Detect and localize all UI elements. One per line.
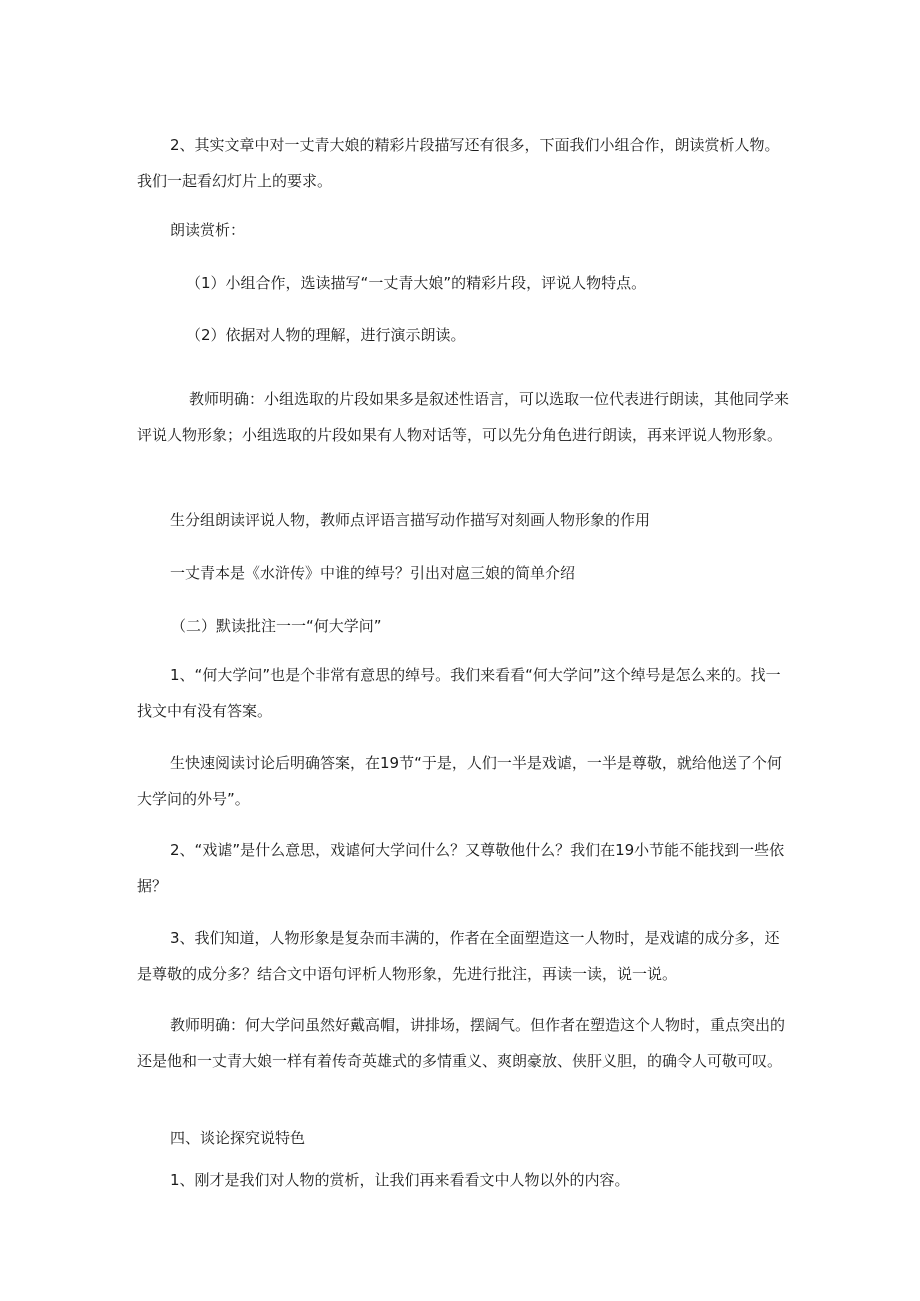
paragraph-answer: 生快速阅读讨论后明确答案，在19节“于是，人们一半是戏谑，一半是尊敬，就给他送了个何大学问的外号”。: [137, 754, 782, 808]
paragraph-reading-heading: 朗读赏析：: [170, 221, 246, 239]
paragraph-task-final: 1、刚才是我们对人物的赏析，让我们再来看看文中人物以外的内容。: [170, 1171, 630, 1189]
section-heading-four: 四、谈论探究说特色: [170, 1129, 306, 1147]
paragraph-teacher-note-2: 教师明确：何大学问虽然好戴高帽，讲排场，摆阔气。但作者在塑造这个人物时，重点突出的还是他和一丈青大娘一样有着传奇英雄式的多情重义、爽朗豪放、侠肝义胆，的确令人可敬可叹。: [137, 1016, 786, 1070]
paragraph-student-activity: 生分组朗读评说人物，教师点评语言描写动作描写对刻画人物形象的作用: [170, 511, 651, 529]
paragraph-nickname-question: 一丈青本是《水浒传》中谁的绰号？引出对扈三娘的简单介绍: [170, 564, 576, 582]
paragraph-task-2: 2、其实文章中对一丈青大娘的精彩片段描写还有很多，下面我们小组合作，朗读赏析人物。我们一起看幻灯片上的要求。: [137, 136, 780, 190]
paragraph-requirement-1: （1）小组合作，选读描写“一丈青大娘”的精彩片段，评说人物特点。: [186, 274, 647, 292]
section-heading-he-daxuewen: （二）默读批注一一“何大学问”: [171, 617, 382, 635]
paragraph-teacher-note-1: 教师明确：小组选取的片段如果多是叙述性语言，可以选取一位代表进行朗读，其他同学来评说人物形象；小组选取的片段如果有人物对话等，可以先分角色进行朗读，再来评说人物形象。: [137, 390, 790, 444]
paragraph-task-3: 3、我们知道，人物形象是复杂而丰满的，作者在全面塑造这一人物时，是戏谑的成分多，还是尊敬的成分多？结合文中语句评析人物形象，先进行批注，再读一读，说一说。: [137, 929, 780, 983]
paragraph-task-1: 1、“何大学问”也是个非常有意思的绰号。我们来看看“何大学问”这个绰号是怎么来的。找一找文中有没有答案。: [137, 666, 781, 720]
paragraph-requirement-2: （2）依据对人物的理解，进行演示朗读。: [186, 326, 466, 344]
paragraph-task-2b: 2、“戏谑”是什么意思，戏谑何大学问什么？又尊敬他什么？我们在19小节能不能找到一些依据？: [137, 841, 785, 895]
